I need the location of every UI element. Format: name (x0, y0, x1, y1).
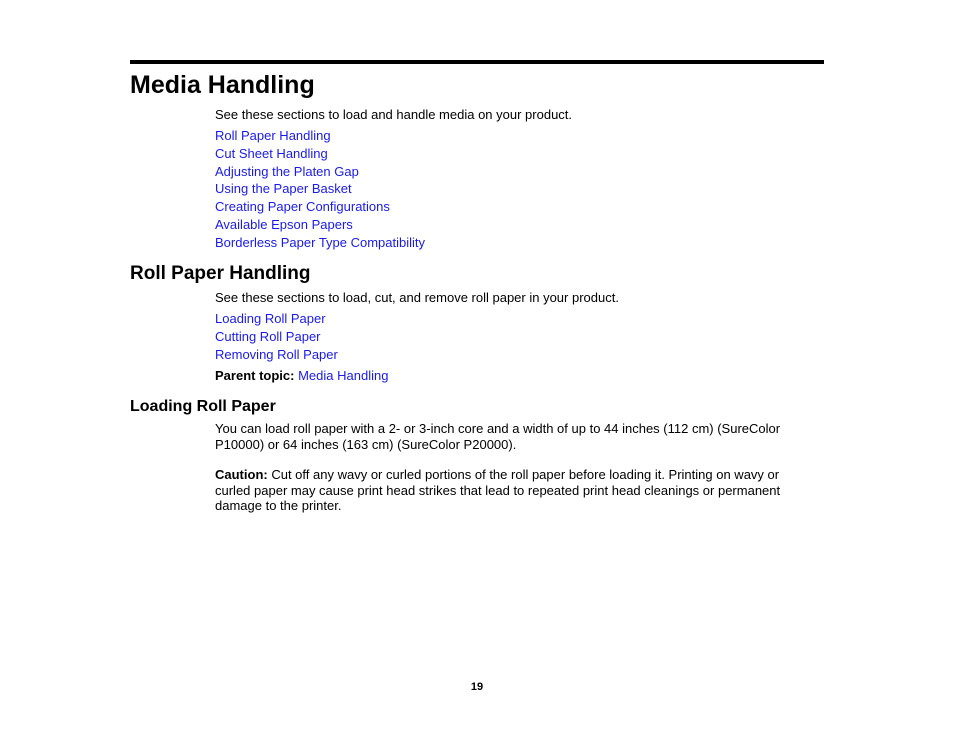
link-roll-paper-handling[interactable]: Roll Paper Handling (215, 128, 331, 143)
intro-text: See these sections to load and handle media on your product. (215, 107, 573, 122)
page-number: 19 (470, 681, 484, 693)
loading-body-text: You can load roll paper with a 2- or 3-inch core and a width of up to 44 inches (112 cm) (SureColor P10000) or 64 inches (163 cm) (SureColor P20000). (215, 421, 781, 452)
link-using-paper-basket[interactable]: Using the Paper Basket (215, 181, 352, 196)
link-cutting-roll-paper[interactable]: Cutting Roll Paper (215, 329, 321, 344)
top-rule (130, 60, 824, 64)
link-removing-roll-paper[interactable]: Removing Roll Paper (215, 347, 338, 362)
link-borderless-paper-type-compatibility[interactable]: Borderless Paper Type Compatibility (215, 235, 426, 250)
link-adjusting-platen-gap[interactable]: Adjusting the Platen Gap (215, 164, 359, 179)
link-parent-media-handling[interactable]: Media Handling (298, 368, 389, 383)
roll-intro-text: See these sections to load, cut, and remove roll paper in your product. (215, 290, 619, 305)
link-loading-roll-paper[interactable]: Loading Roll Paper (215, 311, 326, 326)
link-cut-sheet-handling[interactable]: Cut Sheet Handling (215, 146, 328, 161)
roll-paper-heading: Roll Paper Handling (130, 263, 311, 284)
parent-topic-label: Parent topic: (215, 368, 295, 383)
caution-text: Cut off any wavy or curled portions of the roll paper before loading it. Printing on wavy or curled paper may cause print head strikes that lead to repeated print head cleanings or permanent damage to the printer. (215, 467, 781, 513)
link-creating-paper-configurations[interactable]: Creating Paper Configurations (215, 199, 390, 214)
page-title: Media Handling (130, 71, 315, 99)
caution-label: Caution: (215, 467, 268, 482)
loading-roll-paper-heading: Loading Roll Paper (130, 398, 276, 415)
parent-topic (215, 368, 388, 383)
caution-note (215, 467, 800, 514)
link-available-epson-papers[interactable]: Available Epson Papers (215, 217, 353, 232)
